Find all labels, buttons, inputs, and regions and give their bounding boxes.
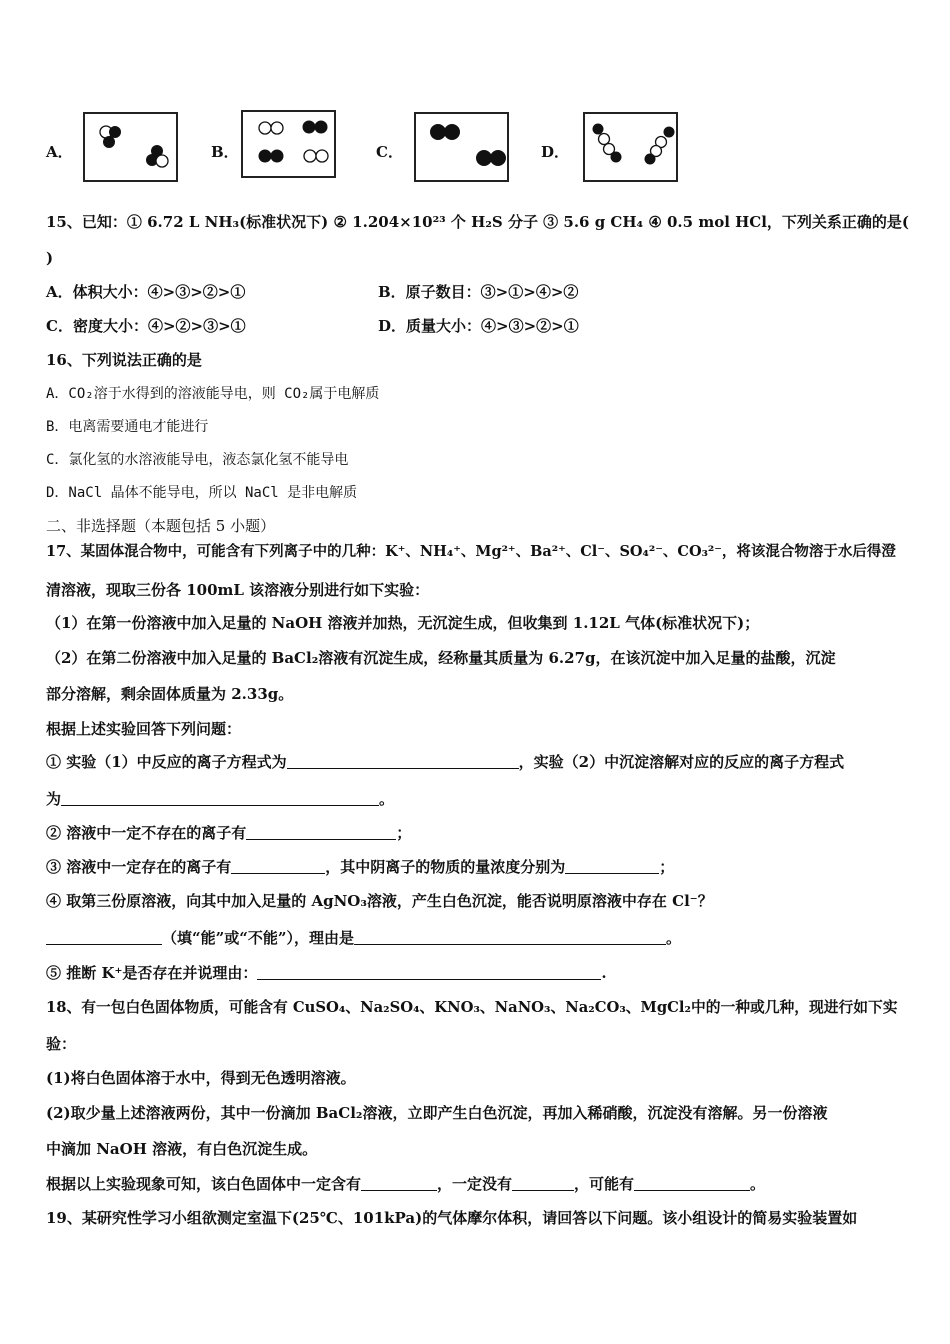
- q17-stem: 17、某固体混合物中，可能含有下列离子中的几种：K⁺、NH₄⁺、Mg²⁺、Ba²⁺、Cl⁻、SO₄²⁻、CO₃²⁻，将该混合物溶于水后得澄: [46, 543, 896, 560]
- q15-option-d: D．质量大小：④>③>②>①: [378, 317, 579, 335]
- q17-sub3-end: ；: [659, 858, 675, 876]
- option-b-label: B．: [211, 143, 239, 161]
- answer-blank[interactable]: [361, 1176, 437, 1191]
- q17-sub1-text: ① 实验（1）中反应的离子方程式为: [46, 753, 287, 771]
- q17-sub1-cont: [46, 789, 394, 809]
- answer-blank[interactable]: [257, 965, 601, 980]
- answer-blank[interactable]: [634, 1176, 750, 1191]
- molecule-diagram-c: [414, 112, 509, 182]
- q18-stem: 18、有一包白色固体物质，可能含有 CuSO₄、Na₂SO₄、KNO₃、NaNO₃、Na₂CO₃、MgCl₂中的一种或几种，现进行如下实: [46, 999, 898, 1016]
- q17-sub3: [46, 857, 674, 877]
- answer-blank[interactable]: [287, 754, 519, 769]
- answer-blank[interactable]: [61, 791, 379, 806]
- q16-stem: 16、下列说法正确的是: [46, 351, 202, 369]
- q16-option-a: A．CO₂溶于水得到的溶液能导电，则 CO₂属于电解质: [46, 386, 380, 402]
- answer-blank[interactable]: [565, 859, 659, 874]
- q16-option-b: B．电离需要通电才能进行: [46, 419, 209, 435]
- q16-option-c: C．氯化氢的水溶液能导电，液态氯化氢不能导电: [46, 452, 349, 468]
- q17-exp2: （2）在第二份溶液中加入足量的 BaCl₂溶液有沉淀生成，经称量其质量为 6.27g，在该沉淀中加入足量的盐酸，沉淀: [46, 649, 836, 667]
- q18-exp2-cont: 中滴加 NaOH 溶液，有白色沉淀生成。: [46, 1140, 318, 1158]
- q19-stem: 19、某研究性学习小组欲测定室温下(25℃、101kPa)的气体摩尔体积，请回答以下问题。该小组设计的简易实验装置如: [46, 1209, 858, 1227]
- q15-option-b: B．原子数目：③>①>④>②: [378, 283, 579, 301]
- q17-sub4-end: 。: [666, 929, 682, 947]
- q17-sub1-text3: 为: [46, 790, 62, 808]
- q17-sub4: ④ 取第三份原溶液，向其中加入足量的 AgNO₃溶液，产生白色沉淀，能否说明原溶液中存在 Cl⁻？: [46, 892, 713, 910]
- q18-concl-end: 。: [750, 1175, 766, 1193]
- q17-stem-cont: 清溶液，现取三份各 100mL 该溶液分别进行如下实验：: [46, 581, 430, 599]
- q17-sub1: [46, 752, 844, 772]
- q18-concl-text3: ，可能有: [574, 1175, 635, 1193]
- answer-blank[interactable]: [246, 825, 396, 840]
- q17-sub1-end: 。: [379, 790, 395, 808]
- q17-sub2-text: ② 溶液中一定不存在的离子有: [46, 824, 247, 842]
- molecule-diagram-b: [241, 110, 336, 178]
- q15-stem: 15、已知：① 6.72 L NH₃(标准状况下) ② 1.204×10²³ 个 H₂S 分子 ③ 5.6 g CH₄ ④ 0.5 mol HCl，下列关系正确的是(: [46, 213, 910, 231]
- q15-stem-cont: ): [46, 249, 54, 267]
- section-heading: 二、非选择题（本题包括 5 小题）: [46, 517, 276, 535]
- answer-blank[interactable]: [354, 930, 666, 945]
- molecule-diagram-a: [83, 112, 178, 182]
- q17-sub4-cont: [46, 928, 681, 948]
- q17-sub4-text: （填“能”或“不能”），理由是: [162, 929, 355, 947]
- q15-option-a: A．体积大小：④>③>②>①: [46, 283, 246, 301]
- q17-exp1: （1）在第一份溶液中加入足量的 NaOH 溶液并加热，无沉淀生成，但收集到 1.12L 气体(标准状况下)；: [46, 614, 760, 632]
- q17-sub3-text2: ，其中阴离子的物质的量浓度分别为: [325, 858, 566, 876]
- q18-exp2: (2)取少量上述溶液两份，其中一份滴加 BaCl₂溶液，立即产生白色沉淀，再加入稀硝酸，沉淀没有溶解。另一份溶液: [46, 1104, 828, 1122]
- q17-sub5: [46, 963, 607, 983]
- q17-sub5-text: ⑤ 推断 K⁺是否存在并说理由：: [46, 964, 258, 982]
- q17-sub2: [46, 823, 411, 843]
- q17-sub3-text: ③ 溶液中一定存在的离子有: [46, 858, 232, 876]
- q17-sub1-text2: ，实验（2）中沉淀溶解对应的反应的离子方程式: [518, 753, 845, 771]
- q15-option-c: C．密度大小：④>②>③>①: [46, 317, 246, 335]
- q17-sub5-end: .: [601, 964, 607, 982]
- q16-option-d: D．NaCl 晶体不能导电，所以 NaCl 是非电解质: [46, 485, 358, 501]
- q17-exp2-cont: 部分溶解，剩余固体质量为 2.33g。: [46, 685, 294, 703]
- q17-prompt: 根据上述实验回答下列问题：: [46, 720, 242, 738]
- answer-blank[interactable]: [46, 930, 162, 945]
- answer-blank[interactable]: [512, 1176, 574, 1191]
- option-a-label: A．: [46, 143, 73, 161]
- q17-sub2-end: ；: [396, 824, 412, 842]
- molecule-diagram-d: [583, 112, 678, 182]
- q18-exp1: (1)将白色固体溶于水中，得到无色透明溶液。: [46, 1069, 356, 1087]
- option-d-label: D．: [541, 143, 570, 161]
- option-c-label: C．: [376, 143, 403, 161]
- q18-stem-cont: 验：: [46, 1035, 77, 1053]
- answer-blank[interactable]: [231, 859, 325, 874]
- q18-concl-text: 根据以上实验现象可知，该白色固体中一定含有: [46, 1175, 362, 1193]
- q18-concl-text2: ，一定没有: [437, 1175, 513, 1193]
- q18-conclusion: [46, 1174, 765, 1194]
